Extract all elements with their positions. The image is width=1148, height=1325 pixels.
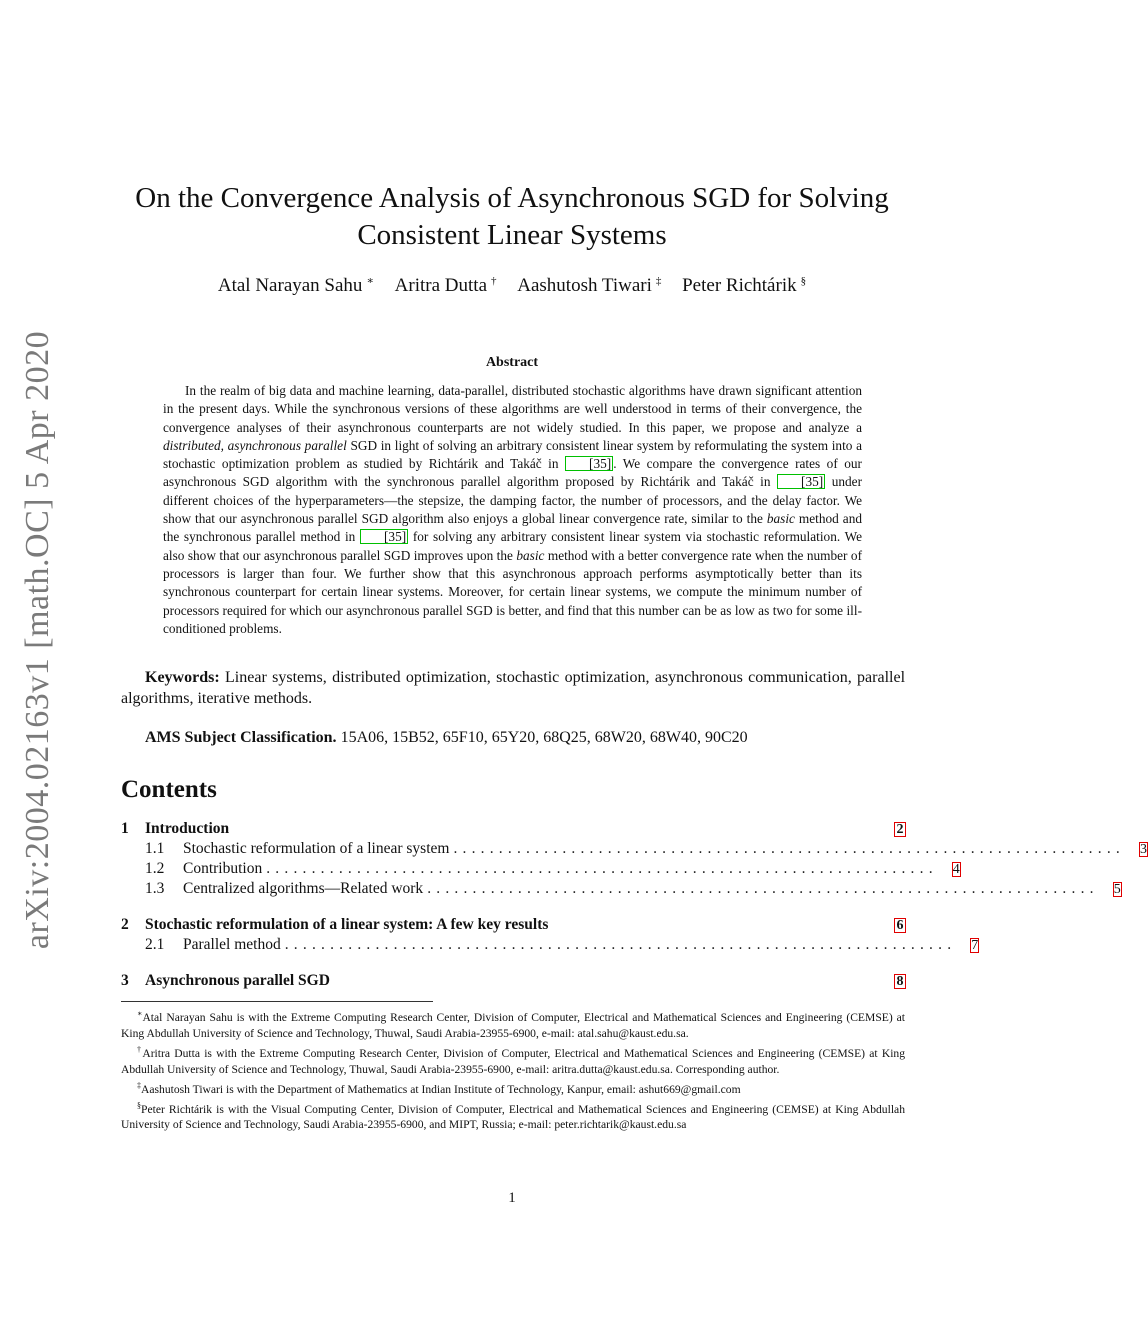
citation-link[interactable]: [35] — [777, 474, 825, 489]
toc-page-link[interactable]: 4 — [952, 862, 960, 877]
toc-entry[interactable]: 1.2 Contribution .......................................................................... 4 — [145, 860, 960, 877]
paper-title: On the Convergence Analysis of Asynchronous SGD for Solving Consistent Linear Systems — [135, 182, 889, 251]
footnote: †Aritra Dutta is with the Extreme Computing Research Center, Division of Computer, Electrical and Mathematical Sciences and Engineering (CEMSE) at King Abdullah University of Science and Technology, Thuwal, Saudi Arabia-23955-6900, e-mail: aritra.dutta@kaust.edu.sa. Corresponding author. — [121, 1044, 906, 1076]
footnotes — [121, 1006, 905, 1133]
ams-label: AMS Subject Classification. — [145, 729, 337, 746]
keywords-label: Keywords: — [145, 669, 220, 686]
footnote-mark[interactable]: ∗ — [366, 275, 374, 287]
keywords: Keywords: Linear systems, distributed optimization, stochastic optimization, asynchronous communication, parallel algorithms, iterative methods. — [121, 669, 906, 707]
author: Peter Richtárik § — [682, 275, 807, 297]
ams-classification: AMS Subject Classification. 15A06, 15B52, 65F10, 65Y20, 68Q25, 68W20, 68W40, 90C20 — [145, 729, 748, 746]
footnote-mark[interactable]: ‡ — [655, 275, 662, 287]
toc-entry[interactable]: 1.3 Centralized algorithms—Related work .......................................................................... 5 — [145, 880, 1121, 897]
author: Atal Narayan Sahu ∗ — [217, 275, 374, 297]
toc-page-link[interactable]: 6 — [894, 918, 906, 933]
citation-link[interactable]: [35] — [565, 456, 613, 471]
toc-entry[interactable]: 2 Stochastic reformulation of a linear system: A few key results 6 — [121, 916, 906, 936]
arxiv-stamp — [19, 330, 56, 950]
toc-page-link[interactable]: 2 — [894, 822, 906, 837]
footnote-mark[interactable]: † — [491, 275, 497, 287]
toc-entry[interactable]: 1.1 Stochastic reformulation of a linear system .......................................................................... 3 — [145, 840, 1147, 857]
footnote-mark[interactable]: § — [800, 275, 807, 287]
page-number: 1 — [508, 1190, 516, 1206]
toc-page-link[interactable]: 5 — [1113, 882, 1121, 897]
table-of-contents — [121, 820, 1147, 992]
footnote: ‡Aashutosh Tiwari is with the Department of Mathematics at Indian Institute of Technology, Kanpur, email: ashut669@gmail.com — [137, 1080, 741, 1096]
author: Aashutosh Tiwari ‡ — [517, 275, 662, 297]
toc-page-link[interactable]: 3 — [1140, 842, 1147, 857]
toc-page-link[interactable]: 8 — [894, 974, 906, 989]
footnote-rule — [121, 1001, 433, 1002]
author: Aritra Dutta † — [394, 275, 497, 297]
toc-entry[interactable]: 2.1 Parallel method .......................................................................... 7 — [145, 936, 979, 953]
abstract-heading: Abstract — [485, 355, 539, 370]
citation-link[interactable]: [35] — [360, 529, 408, 544]
toc-entry[interactable]: 1 Introduction 2 — [121, 820, 906, 840]
author-list — [100, 274, 924, 297]
contents-heading: Contents — [121, 776, 217, 803]
toc-entry[interactable]: 3 Asynchronous parallel SGD 8 — [121, 972, 906, 992]
footnote: §Peter Richtárik is with the Visual Computing Center, Division of Computer, Electrical and Mathematical Sciences and Engineering (CEMSE) at King Abdullah University of Science and Technology, Saudi Arabia-23955-6900, and MIPT, Russia; e-mail: peter.richtarik@kaust.edu.sa — [121, 1100, 905, 1132]
abstract-body: In the realm of big data and machine learning, data-parallel, distributed stochastic algorithms have drawn significant attention in the present days. While the synchronous versions of these algorithms are well understood in terms of their convergence, the convergence analyses of their asynchronous counterparts are not widely studied. In this paper, we propose and analyze a distributed, asynchronous parallel SGD in light of solving an arbitrary consistent linear system by reformulating the system into a stochastic optimization problem as studied by Richtárik and Takáč in [35] . We compare the convergence rates of our asynchronous SGD algorithm with the synchronous parallel algorithm proposed by Richtárik and Takáč in [35] under different choices of the hyperparameters—the stepsize, the damping factor, the number of processors, and the delay factor. We show that our asynchronous parallel SGD algorithm also enjoys a global linear convergence rate, similar to the basic method and the synchronous parallel method in [35] for solving any arbitrary consistent linear system via stochastic reformulation. We also show that our asynchronous parallel SGD improves upon the basic method with a better convergence rate when the number of processors is larger than four. We further show that this asynchronous approach performs asymptotically better than its synchronous counterpart for certain linear systems. Moreover, for certain linear systems, we compute the minimum number of processors required for which our asynchronous parallel SGD is better, and find that this number can be as low as two for some ill-conditioned problems. — [163, 383, 863, 636]
toc-page-link[interactable]: 7 — [971, 938, 979, 953]
arxiv-id: arXiv:2004.02163v1 [math.OC] 5 Apr 2020 — [19, 330, 56, 950]
footnote: ∗Atal Narayan Sahu is with the Extreme Computing Research Center, Division of Computer, Electrical and Mathematical Sciences and Engineering (CEMSE) at King Abdullah University of Science and Technology, Thuwal, Saudi Arabia-23955-6900, e-mail: atal.sahu@kaust.edu.sa. — [121, 1009, 905, 1040]
